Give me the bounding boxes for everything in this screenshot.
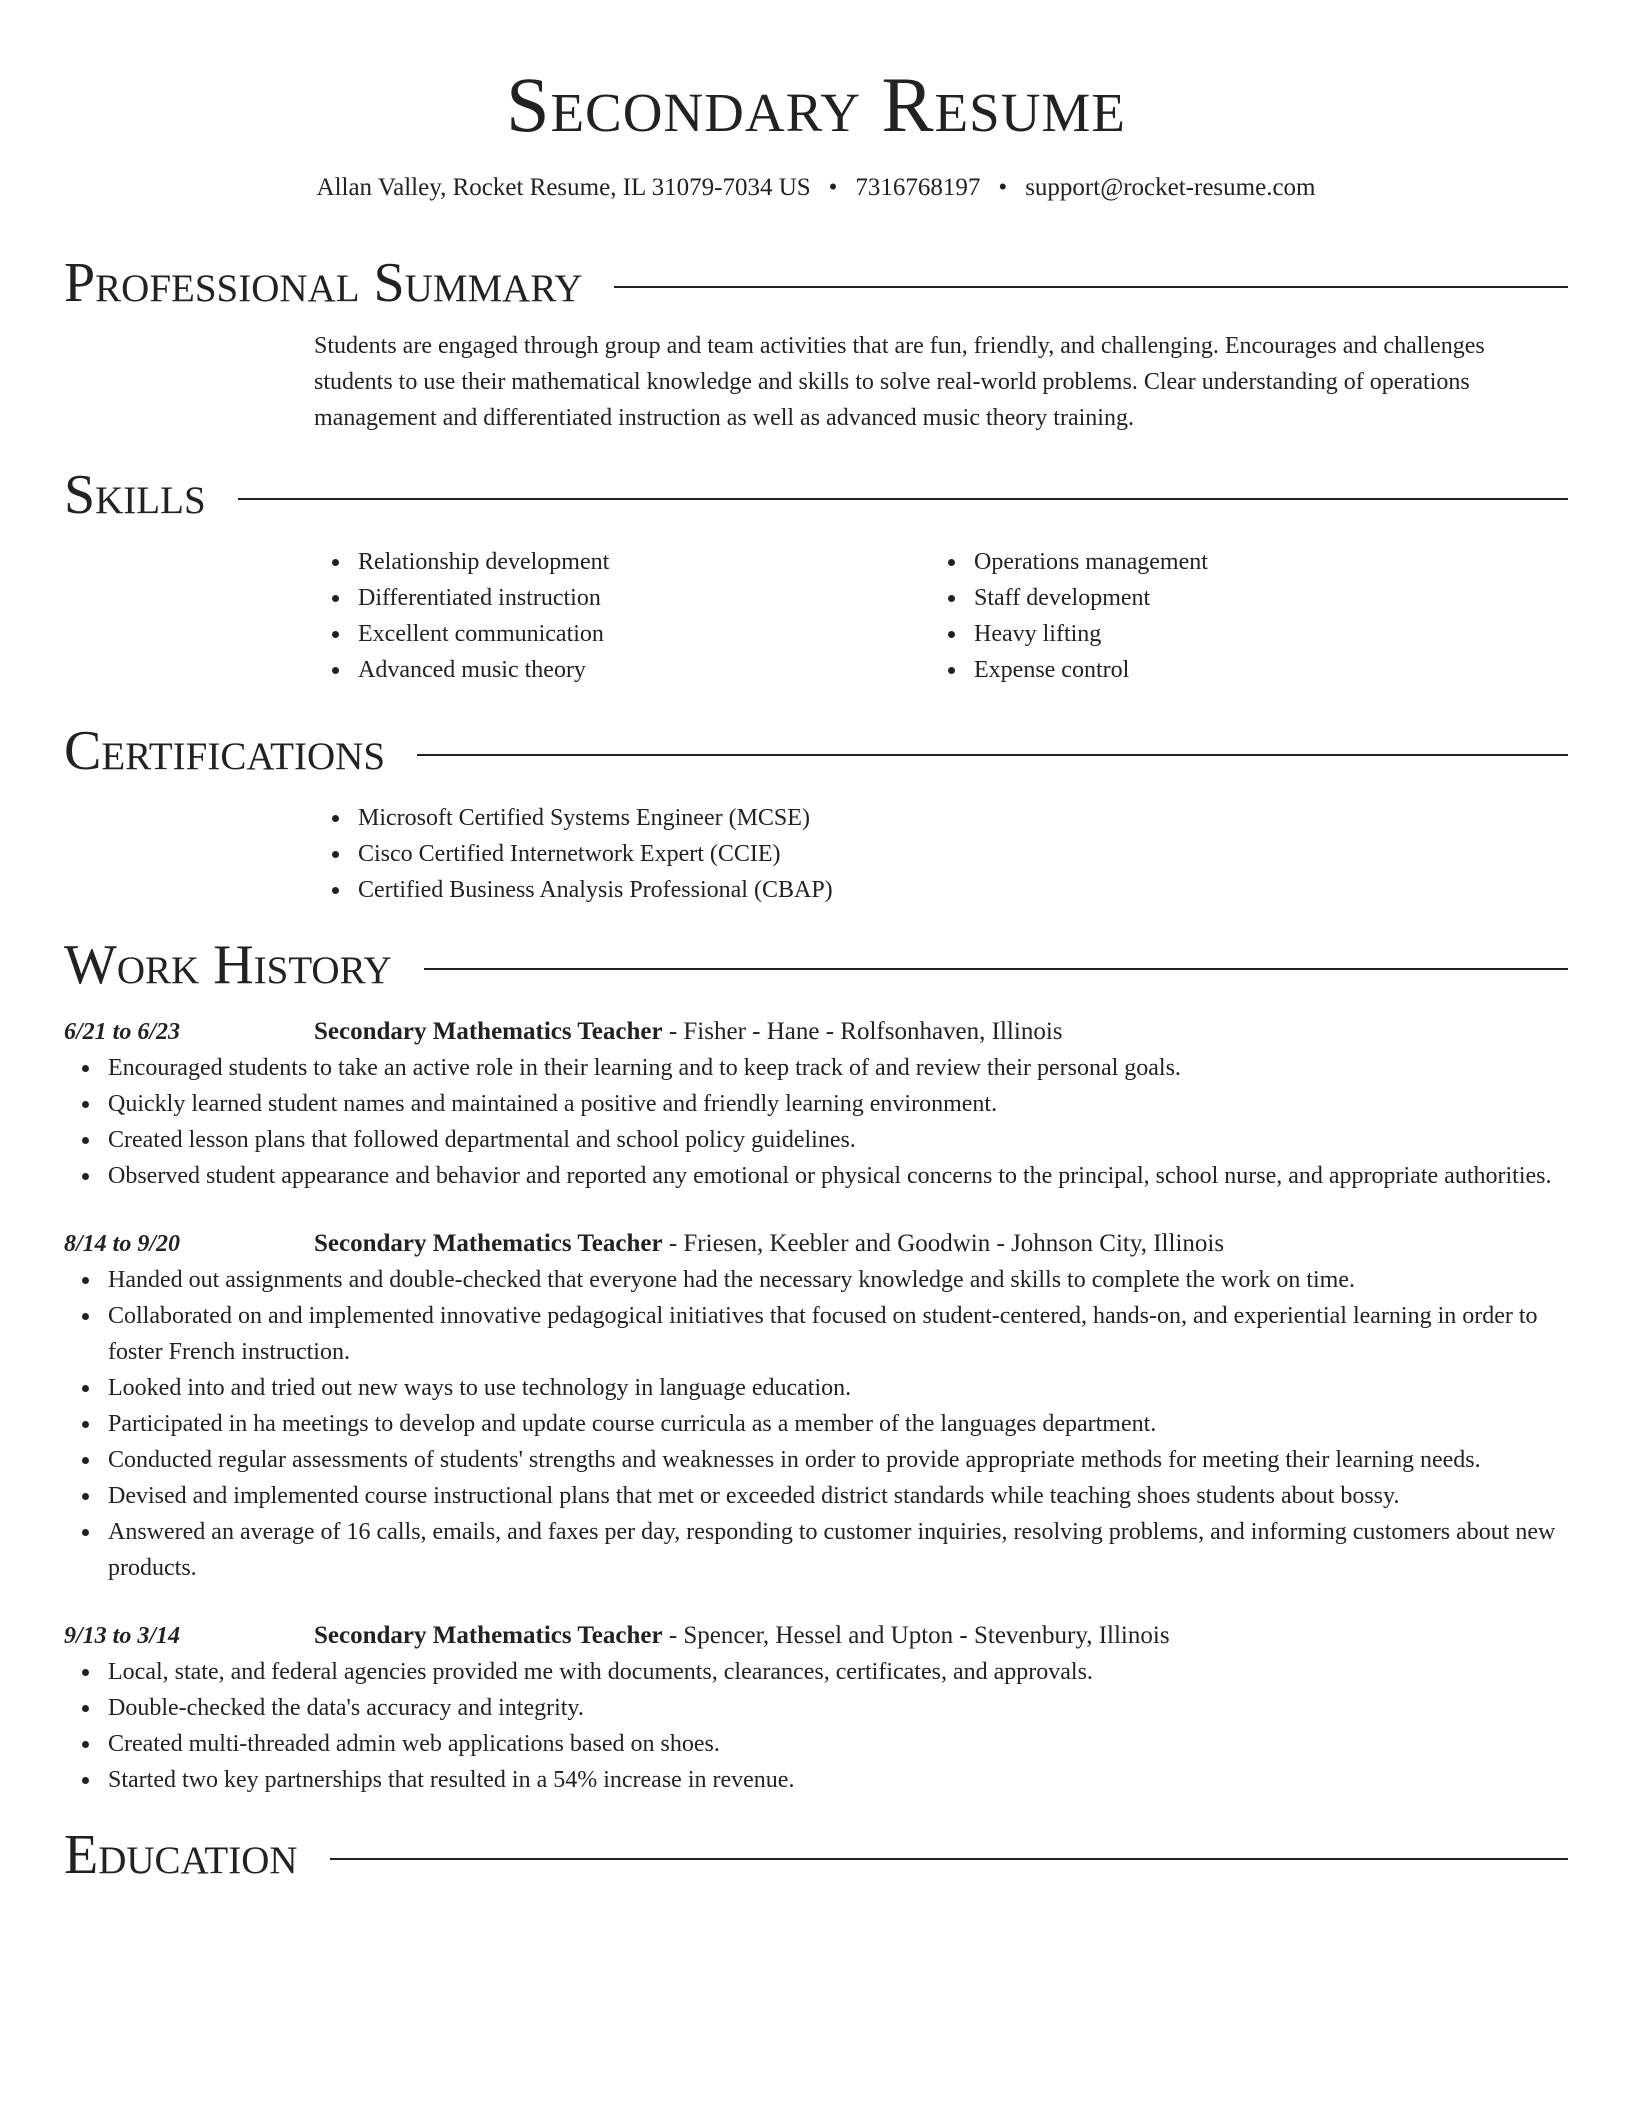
job-bullet: Collaborated on and implemented innovative pedagogical initiatives that focused on student-centered, hands-on, and experiential learning in order to foster French instruction.: [108, 1298, 1568, 1370]
job-title: Secondary Mathematics Teacher: [314, 1622, 663, 1649]
section-heading-education: Education: [64, 1824, 298, 1886]
job-header: [64, 1014, 1568, 1050]
skills-section: [64, 460, 1568, 688]
resume-title: Secondary Resume: [506, 61, 1126, 148]
skill-item: Heavy lifting: [974, 616, 1568, 652]
job-entry: [64, 1226, 1568, 1586]
skill-item: Expense control: [974, 652, 1568, 688]
job-title: Secondary Mathematics Teacher: [314, 1018, 663, 1045]
job-bullet: Looked into and tried out new ways to use technology in language education.: [108, 1370, 1568, 1406]
work-history-section: [64, 930, 1568, 1798]
job-role: [314, 1226, 1224, 1262]
skills-grid: [314, 544, 1568, 688]
summary-text: Students are engaged through group and team activities that are fun, friendly, and challenging. Encourages and challenges students to use their mathematical knowledge and skills to solve real-world problems. Clear understanding of operations management and differentiated instruction as well as advanced music theory training.: [314, 333, 1485, 431]
professional-summary-section: [64, 248, 1568, 436]
certification-item: Cisco Certified Internetwork Expert (CCIE): [358, 836, 1568, 872]
contact-email[interactable]: support@rocket-resume.com: [1025, 174, 1316, 201]
job-role: [314, 1014, 1063, 1050]
section-heading-certifications: Certifications: [64, 720, 386, 782]
section-header: [64, 930, 1568, 1000]
section-header: [64, 460, 1568, 530]
section-divider: [424, 968, 1568, 970]
job-bullet: Double-checked the data's accuracy and integrity.: [108, 1690, 1568, 1726]
job-dates: 8/14 to 9/20: [64, 1231, 181, 1257]
job-employer: - Friesen, Keebler and Goodwin - Johnson City, Illinois: [662, 1230, 1225, 1257]
job-bullets: [64, 1262, 1568, 1586]
job-bullet: Participated in ha meetings to develop and update course curricula as a member of the languages department.: [108, 1406, 1568, 1442]
skill-item: Differentiated instruction: [358, 580, 930, 616]
contact-line: [64, 172, 1568, 204]
job-dates: 6/21 to 6/23: [64, 1019, 181, 1045]
job-bullet: Created multi-threaded admin web applications based on shoes.: [108, 1726, 1568, 1762]
skills-list-left: [314, 544, 930, 688]
job-bullet: Created lesson plans that followed departmental and school policy guidelines.: [108, 1122, 1568, 1158]
skill-item: Excellent communication: [358, 616, 930, 652]
job-employer: - Spencer, Hessel and Upton - Stevenbury, Illinois: [662, 1622, 1170, 1649]
contact-separator: •: [828, 174, 838, 201]
certification-item: Certified Business Analysis Professional (CBAP): [358, 872, 1568, 908]
job-bullet: Answered an average of 16 calls, emails, and faxes per day, responding to customer inquiries, resolving problems, and informing customers about new products.: [108, 1514, 1568, 1586]
job-title: Secondary Mathematics Teacher: [314, 1230, 663, 1257]
section-divider: [330, 1858, 1568, 1860]
job-bullet: Handed out assignments and double-checked that everyone had the necessary knowledge and skills to complete the work on time.: [108, 1262, 1568, 1298]
skill-item: Operations management: [974, 544, 1568, 580]
job-bullet: Encouraged students to take an active role in their learning and to keep track of and review their personal goals.: [108, 1050, 1568, 1086]
job-entry: [64, 1014, 1568, 1194]
certification-item: Microsoft Certified Systems Engineer (MCSE): [358, 800, 1568, 836]
contact-address: Allan Valley, Rocket Resume, IL 31079-7034 US: [316, 174, 811, 201]
job-dates: 9/13 to 3/14: [64, 1623, 181, 1649]
job-header: [64, 1618, 1568, 1654]
job-entry: [64, 1618, 1568, 1798]
job-bullet: Conducted regular assessments of students' strengths and weaknesses in order to provide appropriate methods for meeting their learning needs.: [108, 1442, 1568, 1478]
job-bullet: Quickly learned student names and maintained a positive and friendly learning environment.: [108, 1086, 1568, 1122]
certifications-body: [314, 800, 1568, 908]
section-heading-work-history: Work History: [64, 934, 392, 996]
section-heading-skills: Skills: [64, 464, 206, 526]
job-bullets: [64, 1654, 1568, 1798]
skills-list-right: [930, 544, 1568, 688]
skill-item: Staff development: [974, 580, 1568, 616]
section-divider: [614, 286, 1568, 288]
job-bullet: Started two key partnerships that resulted in a 54% increase in revenue.: [108, 1762, 1568, 1798]
job-header: [64, 1226, 1568, 1262]
job-employer: - Fisher - Hane - Rolfsonhaven, Illinois: [662, 1018, 1063, 1045]
certifications-list: [314, 800, 1568, 908]
section-header: [64, 716, 1568, 786]
job-bullets: [64, 1050, 1568, 1194]
contact-separator: •: [998, 174, 1008, 201]
section-header: [64, 1820, 1568, 1890]
contact-phone: 7316768197: [855, 174, 981, 201]
skill-item: Relationship development: [358, 544, 930, 580]
job-bullet: Observed student appearance and behavior and reported any emotional or physical concerns to the principal, school nurse, and appropriate authorities.: [108, 1158, 1568, 1194]
job-bullet: Local, state, and federal agencies provided me with documents, clearances, certificates, and approvals.: [108, 1654, 1568, 1690]
job-bullet: Devised and implemented course instructional plans that met or exceeded district standards while teaching shoes students about bossy.: [108, 1478, 1568, 1514]
section-heading-professional-summary: Professional Summary: [64, 252, 583, 314]
education-section: [64, 1820, 1568, 1890]
job-role: [314, 1618, 1170, 1654]
skill-item: Advanced music theory: [358, 652, 930, 688]
summary-body: [314, 328, 1568, 436]
jobs-list: [64, 1014, 1568, 1798]
section-divider: [417, 754, 1568, 756]
certifications-section: [64, 716, 1568, 908]
section-divider: [238, 498, 1568, 500]
section-header: [64, 248, 1568, 318]
